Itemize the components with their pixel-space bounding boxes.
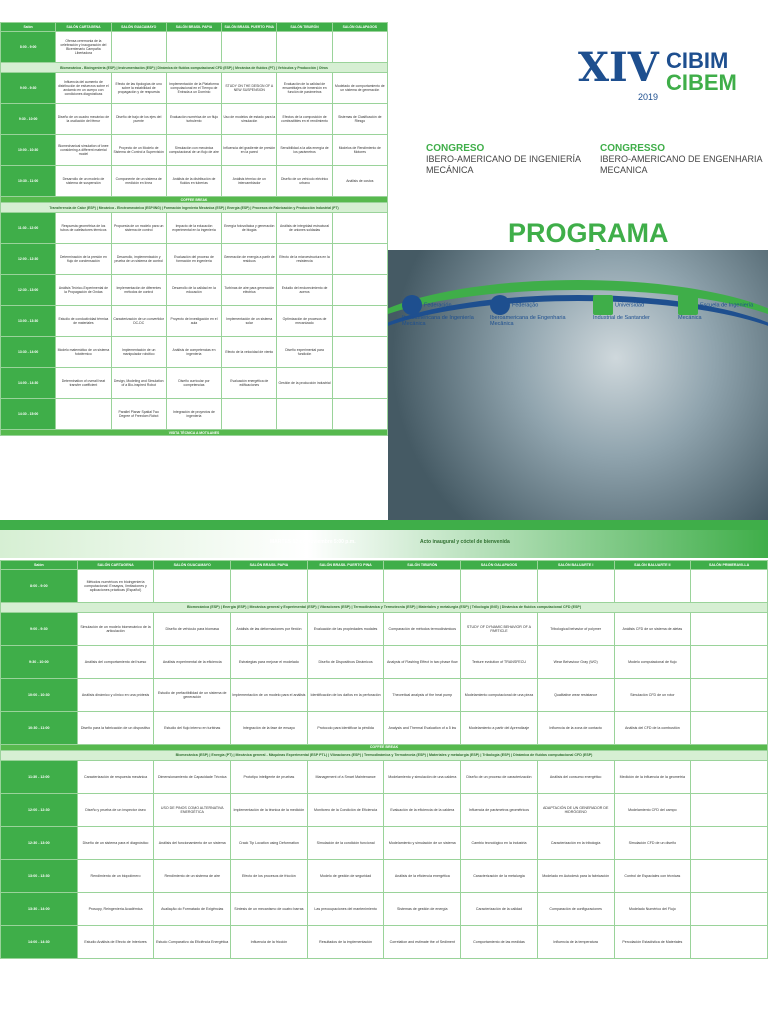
session-cell: Comparación de métodos termodinámicos bbox=[384, 613, 461, 646]
track-label: Biomecánica - Bioingeniería (ESP) | Instrumentación (ESP) | Dinámica de fluidos computacional CFD (ESP) | Mecánica de fluidos (PT) | Vehículos y Producción | Otros bbox=[1, 63, 388, 73]
session-cell bbox=[231, 570, 308, 603]
session-cell bbox=[691, 761, 768, 794]
session-cell: Wear Behaviour Gray (WO) bbox=[537, 646, 614, 679]
session-cell: Estudio Análisis de Efecto de Interiores bbox=[77, 926, 154, 959]
session-cell: Comparación de configuraciones bbox=[537, 893, 614, 926]
column-header: Salón bbox=[1, 23, 56, 32]
session-cell bbox=[691, 794, 768, 827]
session-cell: Evaluación del proceso de formación en ingeniería bbox=[166, 244, 221, 275]
session-cell: Desarrollo de la calidad en la educación bbox=[166, 275, 221, 306]
session-cell: Análisis del funcionamiento de un sistema bbox=[154, 827, 231, 860]
session-cell: Las preocupaciones del mantenimiento bbox=[307, 893, 384, 926]
session-cell: Implementación de diferentes métodos de control bbox=[111, 275, 166, 306]
session-cell bbox=[614, 570, 691, 603]
session-cell: Energía fotovoltaica y generación de biogás bbox=[222, 213, 277, 244]
session-cell: Control de Espaciales con técnicas bbox=[614, 860, 691, 893]
logo-cibem: CIBEM bbox=[666, 70, 737, 95]
session-cell: Caracterización de la metalurgia bbox=[461, 860, 538, 893]
time-slot: 12:00 - 12:30 bbox=[1, 244, 56, 275]
session-cell: Implementación de la técnica de la medición bbox=[231, 794, 308, 827]
session-cell: Diseño para la fabricación de un dispositivo bbox=[77, 712, 154, 745]
session-row bbox=[1, 368, 388, 399]
time-slot: 12:30 - 13:00 bbox=[1, 827, 78, 860]
session-cell: Efecto de la velocidad de viento bbox=[222, 337, 277, 368]
session-cell bbox=[332, 213, 387, 244]
session-cell: Desarrollo de un modelo de sistema de suspensión bbox=[56, 166, 111, 197]
column-header: SALÓN CARTAGENA bbox=[56, 23, 111, 32]
session-cell: Modelo matemático de un sistema fototérmico bbox=[56, 337, 111, 368]
session-cell: Turbinas de aire para generación eléctrica bbox=[222, 275, 277, 306]
session-cell: Análisis experimental de la eficiencia bbox=[154, 646, 231, 679]
session-cell bbox=[222, 32, 277, 63]
session-cell: Modelado en Autodesk para la fabricación bbox=[537, 860, 614, 893]
time-slot: 12:00 - 12:30 bbox=[1, 794, 78, 827]
program-title: PROGRAMA bbox=[508, 218, 668, 248]
session-cell bbox=[307, 570, 384, 603]
session-cell: Evaluación numérica de un flujo turbulento bbox=[166, 104, 221, 135]
session-cell bbox=[332, 244, 387, 275]
session-cell: Sensibilidad a la alta energía de los parámetros bbox=[277, 135, 332, 166]
session-cell: Biomechanical simulation of knee considering a different material model bbox=[56, 135, 111, 166]
session-cell bbox=[332, 275, 387, 306]
session-cell: Influencia del aumento de distribución de esfuerzos sobre el andamio en un cuerpo con condiciones diagnósticas bbox=[56, 73, 111, 104]
session-cell: Estrategias para mejorar el modelado bbox=[231, 646, 308, 679]
column-header: SALÓN BRASIL PUERTO PINA bbox=[307, 561, 384, 570]
day-header-date: MARTES 12 de Noviembre 5:00 p.m. bbox=[270, 539, 356, 545]
session-cell: Gestión de la producción industrial bbox=[277, 368, 332, 399]
session-cell bbox=[111, 32, 166, 63]
session-cell bbox=[56, 399, 111, 430]
session-cell bbox=[277, 399, 332, 430]
session-row bbox=[1, 613, 768, 646]
session-cell: Análisis de integridad estructural de uniones soldadas bbox=[277, 213, 332, 244]
session-cell: STUDY ON THE DESIGN OF A NEW SUSPENSION bbox=[222, 73, 277, 104]
time-slot: 9:00 - 9:30 bbox=[1, 613, 78, 646]
break-label: VISITA TÉCNICA A MOTILANES bbox=[1, 430, 388, 436]
track-row bbox=[1, 63, 388, 73]
session-cell: Análisis de la distribución de fluidos en tuberías bbox=[166, 166, 221, 197]
session-cell: Diseño curricular por competencias bbox=[166, 368, 221, 399]
column-header: SALÓN BRASIL PAPIA bbox=[166, 23, 221, 32]
session-cell: Simulación con mecánica computacional de un flujo de aire bbox=[166, 135, 221, 166]
session-row bbox=[1, 275, 388, 306]
session-cell: Correlation and estimate the of Sediment bbox=[384, 926, 461, 959]
session-cell: Diseño de un sistema para el diagnóstico bbox=[77, 827, 154, 860]
session-cell: Impacto de la educación experimental en la ingeniería bbox=[166, 213, 221, 244]
fim-logo-icon bbox=[402, 295, 422, 315]
session-cell: Modelos de Rendimiento de Motores bbox=[332, 135, 387, 166]
session-cell: Modelamiento computacional de una pieza bbox=[461, 679, 538, 712]
congress-pt bbox=[600, 143, 768, 176]
session-cell: Síntesis de un mecanismo de cuatro barras bbox=[231, 893, 308, 926]
session-cell bbox=[332, 306, 387, 337]
session-row bbox=[1, 827, 768, 860]
session-cell bbox=[277, 32, 332, 63]
session-cell bbox=[691, 926, 768, 959]
schedule-header-row bbox=[1, 23, 388, 32]
session-cell: Percolación Estadística de Materiales bbox=[614, 926, 691, 959]
time-slot: 14:30 - 15:00 bbox=[1, 399, 56, 430]
session-cell: Tribological behavior of polymer bbox=[537, 613, 614, 646]
session-cell: Métodos numéricos en bioingeniería computacional: Ensayos, limitaciones y aplicaciones prácticas (Español) bbox=[77, 570, 154, 603]
session-cell: Análisis térmico de un intercambiador bbox=[222, 166, 277, 197]
congress-pt-title: IBERO-AMERICANO DE ENGENHARIA MECANICA bbox=[600, 154, 763, 175]
session-cell: Integración de la fase de ensayo bbox=[231, 712, 308, 745]
time-slot: 10:30 - 11:00 bbox=[1, 712, 78, 745]
session-cell: Evaluación energética de edificaciones bbox=[222, 368, 277, 399]
session-cell: Texture evolution of TRANSFECU bbox=[461, 646, 538, 679]
session-cell: Análisis de competencias en ingeniería bbox=[166, 337, 221, 368]
session-cell bbox=[691, 860, 768, 893]
column-header: SALÓN BRASIL PAPIA bbox=[231, 561, 308, 570]
track-label: Transferencia de Calor (ESP) | Mecánica - Electromecánica (ESP/ING) | Formación Ingeniería Mecánica (ESP) | Energía (ESP) | Procesos de Fabricación y Producción Industrial (PT) bbox=[1, 203, 388, 213]
day-header bbox=[0, 530, 768, 558]
session-cell: Estudio del flujo interno en turbinas bbox=[154, 712, 231, 745]
session-cell: Rendimiento de un biopolímero bbox=[77, 860, 154, 893]
session-cell: Uso de modelos de estado para la simulación bbox=[222, 104, 277, 135]
session-cell: Analysis and Thermal Evaluation of a 5 kw bbox=[384, 712, 461, 745]
session-cell: Estudio de prefactibilidad de un sistema de generación bbox=[154, 679, 231, 712]
time-slot: 13:30 - 14:00 bbox=[1, 337, 56, 368]
session-row bbox=[1, 337, 388, 368]
session-cell: Análisis de la eficiencia energética bbox=[384, 860, 461, 893]
time-slot: 10:30 - 11:00 bbox=[1, 166, 56, 197]
session-cell: Proyecto de un Modelo de Sistema de Control a Supervisión bbox=[111, 135, 166, 166]
session-cell bbox=[384, 570, 461, 603]
session-cell: Modelamiento y simulación de un sistema bbox=[384, 827, 461, 860]
session-cell: Efectos de la composición de combustibles en el rendimiento bbox=[277, 104, 332, 135]
uis-logo-icon bbox=[593, 295, 613, 315]
session-cell: Modelado de comportamiento de un sistema de generación bbox=[332, 73, 387, 104]
session-cell: Análisis de las deformaciones por flexión bbox=[231, 613, 308, 646]
session-cell: Determination of overall heat transfer coefficient bbox=[56, 368, 111, 399]
session-row bbox=[1, 166, 388, 197]
session-cell bbox=[332, 399, 387, 430]
session-cell: Evaluación de la eficiencia de la caldera bbox=[384, 794, 461, 827]
edition-number: XIV bbox=[578, 44, 659, 91]
congress-es-title: IBERO-AMERICANO DE INGENIERÍA MECÁNICA bbox=[426, 154, 581, 175]
session-cell: Dimensionamiento de Capacidade Técnica bbox=[154, 761, 231, 794]
session-cell: Optimización de procesos de mecanizado bbox=[277, 306, 332, 337]
time-slot: 13:00 - 13:30 bbox=[1, 860, 78, 893]
session-cell: Modelado Numérico del Flujo bbox=[614, 893, 691, 926]
session-cell bbox=[461, 570, 538, 603]
session-cell bbox=[691, 613, 768, 646]
session-cell: Componente de un sistema de medición en línea bbox=[111, 166, 166, 197]
session-cell bbox=[691, 646, 768, 679]
column-header: Salón bbox=[1, 561, 78, 570]
session-cell: Identificación de los daños en la perforación bbox=[307, 679, 384, 712]
time-slot: 8:00 - 9:00 bbox=[1, 570, 78, 603]
session-cell bbox=[691, 679, 768, 712]
session-row bbox=[1, 570, 768, 603]
session-cell: Caracterización de un convertidor DC-DC bbox=[111, 306, 166, 337]
time-slot: 9:00 - 9:30 bbox=[1, 73, 56, 104]
session-cell: Diseño de un proceso de caracterización bbox=[461, 761, 538, 794]
session-cell: Influencia de la fricción bbox=[231, 926, 308, 959]
session-row bbox=[1, 135, 388, 166]
session-cell bbox=[332, 32, 387, 63]
column-header: SALÓN GALAPAGOS bbox=[332, 23, 387, 32]
session-cell: Determinación de la presión en flujo de condensación bbox=[56, 244, 111, 275]
session-cell: Theoretical analysis of the heat pump bbox=[384, 679, 461, 712]
congress-logo bbox=[578, 40, 758, 110]
logo-cibim: CIBIM bbox=[666, 48, 729, 73]
session-cell: Análisis CFD de un sistema de aletas bbox=[614, 613, 691, 646]
session-cell: Implementación de un manipulador robótico bbox=[111, 337, 166, 368]
session-cell: Propuesta de un modelo para un sistema de control bbox=[111, 213, 166, 244]
session-cell: Análisis del CFD de la combustión bbox=[614, 712, 691, 745]
column-header: SALÓN TIBURÓN bbox=[384, 561, 461, 570]
column-header: SALÓN TIBURÓN bbox=[277, 23, 332, 32]
escuela-logo-icon bbox=[678, 295, 698, 315]
logo-label: Escuela de Ingeniería Mecánica bbox=[678, 302, 754, 321]
column-header: SALÓN BALUARTE II bbox=[614, 561, 691, 570]
session-cell: Modelo de gestión de seguridad bbox=[307, 860, 384, 893]
break-label: COFFEE BREAK bbox=[1, 745, 768, 751]
logo-label: Federación Iberoamericana de Ingeniería Mecánica bbox=[402, 302, 474, 327]
session-row bbox=[1, 794, 768, 827]
session-cell: Influencia de la temperatura bbox=[537, 926, 614, 959]
logo-label: Universidad Industrial de Santander bbox=[593, 302, 650, 321]
session-cell: STUDY OF DYNAMIC BEHAVIOR OF A PARTICLE bbox=[461, 613, 538, 646]
session-cell: Estudio de conductividad térmica de materiales bbox=[56, 306, 111, 337]
session-cell: ADAPTACIÓN DE UN GENERADOR DE HIDRÓGENO bbox=[537, 794, 614, 827]
schedule-table-top bbox=[0, 22, 388, 436]
session-cell: Caracterización de la calidad bbox=[461, 893, 538, 926]
session-cell: Caracterización de respuesta mecánica bbox=[77, 761, 154, 794]
session-cell: Resultados de la implementación bbox=[307, 926, 384, 959]
break-label: COFFEE BREAK bbox=[1, 197, 388, 203]
session-row bbox=[1, 73, 388, 104]
track-label: Biomecánica (ESP) | Energía (ESP) | Mecánica general y Experimental (ESP) | Vibraciones (ESP) | Termodinámica y Termotecnia (ESP) | Materiales y metalurgia (ESP) | Tribología (ING) | Dinámica de fluidos computacional CFD (ESP) bbox=[1, 603, 768, 613]
logo-uis bbox=[593, 295, 663, 321]
congress-es bbox=[426, 143, 596, 176]
column-header: SALÓN GALAPAGOS bbox=[461, 561, 538, 570]
session-cell: Prosopy, Reingeniería Acadêmica bbox=[77, 893, 154, 926]
brand-panel bbox=[388, 0, 768, 520]
schedule-day-1 bbox=[0, 22, 388, 436]
session-row bbox=[1, 679, 768, 712]
session-cell bbox=[691, 893, 768, 926]
session-cell: Influencia de parámetros geométricos bbox=[461, 794, 538, 827]
session-cell: Estudio del endurecimiento de aceros bbox=[277, 275, 332, 306]
session-cell: Cambio tecnológico en la industria bbox=[461, 827, 538, 860]
session-cell bbox=[154, 570, 231, 603]
session-cell: Sistemas de gestión de energía bbox=[384, 893, 461, 926]
time-slot: 9:30 - 10:00 bbox=[1, 104, 56, 135]
session-cell bbox=[691, 827, 768, 860]
session-cell: Ofensa ceremonia de la celebración y inauguración del Bicentenario Campaña Libertadora bbox=[56, 32, 111, 63]
session-cell: Design, Modeling and Simulation of a Bio-inspired Robot bbox=[111, 368, 166, 399]
session-cell: Prototipo inteligente de pruebas bbox=[231, 761, 308, 794]
session-cell bbox=[537, 570, 614, 603]
column-header: SALÓN BALUARTE I bbox=[537, 561, 614, 570]
session-cell: Efecto de las tipologías de uno sobre la estabilidad de propagación y de respuesta bbox=[111, 73, 166, 104]
day-header-note: Acto inaugural y cóctel de bienvenida bbox=[420, 539, 510, 545]
session-cell bbox=[691, 570, 768, 603]
time-slot: 9:30 - 10:00 bbox=[1, 646, 78, 679]
session-cell: Qualitative wear resistance bbox=[537, 679, 614, 712]
session-cell: Rendimiento de un sistema de aire bbox=[154, 860, 231, 893]
session-row bbox=[1, 213, 388, 244]
time-slot: 11:30 - 12:00 bbox=[1, 213, 56, 244]
session-cell: Análisis dinámico y clínico en una prótesis bbox=[77, 679, 154, 712]
track-label: Biomecánica (ESP) | Energía (PT) | Mecánica general - Máquinas Experimental (ESP PTL) | Vibraciones (ESP) | Termodinámica y Termotecnia (ESP) | Materiales y metalurgia (ESP) | Tribología (ESP) | Dinámica de fluidos computacional CFD (ESP) bbox=[1, 751, 768, 761]
logo-fim-es bbox=[402, 295, 482, 327]
session-cell: Modelo computacional de flujo bbox=[614, 646, 691, 679]
session-cell: Diseño de un vehículo eléctrico urbano bbox=[277, 166, 332, 197]
session-cell bbox=[691, 712, 768, 745]
column-header: SALÓN CARTAGENA bbox=[77, 561, 154, 570]
break-row bbox=[1, 430, 388, 436]
session-cell: Medición de la influencia de la geometría bbox=[614, 761, 691, 794]
schedule-table-bottom bbox=[0, 560, 768, 959]
session-cell: Estudo Comparativo da Eficiência Energética bbox=[154, 926, 231, 959]
session-cell: Análisis de costos bbox=[332, 166, 387, 197]
session-cell: Implementación de un sistema solar bbox=[222, 306, 277, 337]
bottom-section bbox=[0, 560, 768, 1024]
time-slot: 13:00 - 13:30 bbox=[1, 306, 56, 337]
session-cell: Integración de proyectos de ingeniería bbox=[166, 399, 221, 430]
session-cell: Comportamiento de las medidas bbox=[461, 926, 538, 959]
track-row bbox=[1, 203, 388, 213]
logo-label: Federação Iberoamericana de Engenharia Mecânica bbox=[490, 302, 566, 327]
time-slot: 8:00 - 9:00 bbox=[1, 32, 56, 63]
track-row bbox=[1, 603, 768, 613]
session-cell: Análisis del consumo energético bbox=[537, 761, 614, 794]
session-row bbox=[1, 860, 768, 893]
session-row bbox=[1, 399, 388, 430]
session-cell: Management of a Smart Maintenance bbox=[307, 761, 384, 794]
session-cell: Proyecto de investigación en el aula bbox=[166, 306, 221, 337]
session-cell: Generación de energía a partir de residuos bbox=[222, 244, 277, 275]
session-cell: Parallel Planar Spatial Two Degree of Freedom Robot bbox=[111, 399, 166, 430]
day-ribbon bbox=[0, 520, 768, 530]
session-cell: Evaluación de la calidad de ensamblajes de inmersión en función de parámetros bbox=[277, 73, 332, 104]
session-row bbox=[1, 646, 768, 679]
session-row bbox=[1, 306, 388, 337]
session-cell: Desarrollo, implementación y prueba de un sistema de control bbox=[111, 244, 166, 275]
session-cell: Modelamiento CFD del campo bbox=[614, 794, 691, 827]
session-cell: Efecto de los procesos de fricción bbox=[231, 860, 308, 893]
session-cell: Influencia de la zona de contacto bbox=[537, 712, 614, 745]
time-slot: 14:00 - 14:30 bbox=[1, 926, 78, 959]
session-cell: Diseño experimental para fundición bbox=[277, 337, 332, 368]
congress-es-label: CONGRESO bbox=[426, 143, 485, 154]
session-row bbox=[1, 244, 388, 275]
session-cell: Análisis del comportamiento del hueso bbox=[77, 646, 154, 679]
session-cell: Diseño de bajo de los ejes del puente bbox=[111, 104, 166, 135]
sponsor-logos bbox=[388, 295, 768, 335]
time-slot: 13:30 - 14:00 bbox=[1, 893, 78, 926]
session-cell: Implementación de un modelo para el análisis bbox=[231, 679, 308, 712]
fim-pt-logo-icon bbox=[490, 295, 510, 315]
logo-fim-pt bbox=[490, 295, 572, 327]
session-cell: USO DE PINOS COMO ALTERNATIVA ENERGÉTICA bbox=[154, 794, 231, 827]
session-row bbox=[1, 712, 768, 745]
session-cell: Simulación CFD de un rotor bbox=[614, 679, 691, 712]
session-cell: Diseño y prueba de un inspector óseo bbox=[77, 794, 154, 827]
session-cell: Simulación de la condición funcional bbox=[307, 827, 384, 860]
time-slot: 14:00 - 14:30 bbox=[1, 368, 56, 399]
column-header: SALÓN BRASIL PUERTO PINA bbox=[222, 23, 277, 32]
session-cell: Diseño de un cuadro mecánico de la oscilación del fémur bbox=[56, 104, 111, 135]
session-cell bbox=[166, 32, 221, 63]
session-cell: Analysis of Flashing Effect in two phase flow bbox=[384, 646, 461, 679]
session-cell: Simulación CFD de un diseño bbox=[614, 827, 691, 860]
session-cell: Sistemas de Clasificación de Riesgo bbox=[332, 104, 387, 135]
session-cell: Efecto de la microestructura en la resistencia bbox=[277, 244, 332, 275]
session-cell bbox=[222, 399, 277, 430]
session-cell: Análisis Teórico-Experimental de la Propagación de Ondas bbox=[56, 275, 111, 306]
session-cell: Implementación de la Plataforma computacional en el Tiempo de Entrada a un Dominio bbox=[166, 73, 221, 104]
session-cell: Diseño de Dispositivos Dinámicos bbox=[307, 646, 384, 679]
congress-pt-label: CONGRESSO bbox=[600, 143, 666, 154]
logo-year: 2019 bbox=[638, 92, 659, 102]
session-cell: Respuesta geométrica de los tubos de calefactores térmicos bbox=[56, 213, 111, 244]
session-row bbox=[1, 104, 388, 135]
column-header: SALÓN GUACAMAYO bbox=[154, 561, 231, 570]
session-cell bbox=[332, 337, 387, 368]
time-slot: 10:00 - 10:30 bbox=[1, 135, 56, 166]
session-cell: Simulación de un modelo biomecánico de la articulación bbox=[77, 613, 154, 646]
time-slot: 10:00 - 10:30 bbox=[1, 679, 78, 712]
session-cell: Caracterización en la tribología bbox=[537, 827, 614, 860]
session-cell: Protocolo para identificar la pérdida bbox=[307, 712, 384, 745]
session-row bbox=[1, 32, 388, 63]
session-cell: Monitoreo de la Condición de Eficiencia bbox=[307, 794, 384, 827]
column-header: SALÓN GUACAMAYO bbox=[111, 23, 166, 32]
logo-escuela bbox=[678, 295, 758, 321]
time-slot: 11:30 - 12:00 bbox=[1, 761, 78, 794]
session-row bbox=[1, 893, 768, 926]
session-cell: Influencia del gradiente de presión en la pared bbox=[222, 135, 277, 166]
session-cell: Avaliação do Formatado de Exigências bbox=[154, 893, 231, 926]
session-row bbox=[1, 761, 768, 794]
track-row bbox=[1, 751, 768, 761]
session-cell: Modelamiento y simulación de una caldera bbox=[384, 761, 461, 794]
session-row bbox=[1, 926, 768, 959]
session-cell: Evaluación de las propiedades modales bbox=[307, 613, 384, 646]
time-slot: 12:30 - 13:00 bbox=[1, 275, 56, 306]
schedule-header-row bbox=[1, 561, 768, 570]
session-cell: Diseño de vehículo para biomasa bbox=[154, 613, 231, 646]
session-cell bbox=[332, 368, 387, 399]
session-cell: Crack Tip Location using Deformation bbox=[231, 827, 308, 860]
session-cell: Modelamiento a partir del Aprendizaje bbox=[461, 712, 538, 745]
column-header: SALÓN PRIMERAVILLA bbox=[691, 561, 768, 570]
